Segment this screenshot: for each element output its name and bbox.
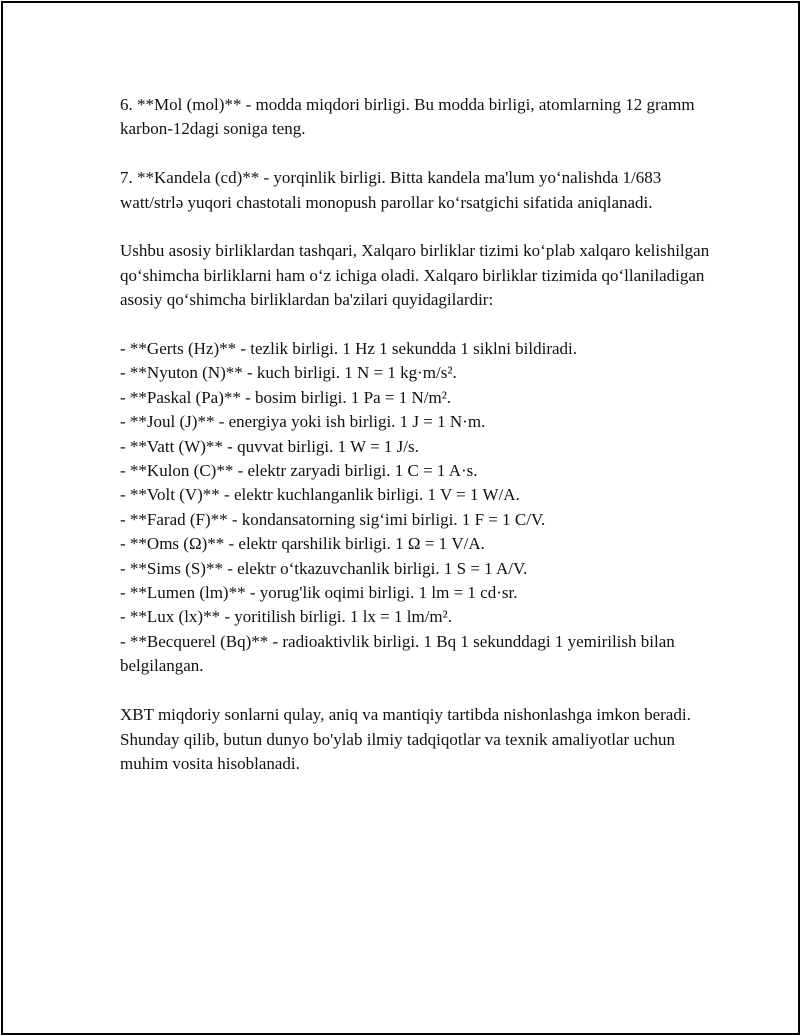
paragraph-kandela: 7. **Kandela (cd)** - yorqinlik birligi. Bitta kandela ma'lum yo‘nalishda 1/683 watt/strlə yuqori chastotali monopush parollar ko‘rsatgichi sifatida aniqlanadi. <box>120 168 662 212</box>
list-item: - **Sims (S)** - elektr o‘tkazuvchanlik birligi. 1 S = 1 A/V. <box>120 558 528 578</box>
list-item: - **Nyuton (N)** - kuch birligi. 1 N = 1 kg·m/s². <box>120 363 457 383</box>
list-item: - **Kulon (C)** - elektr zaryadi birligi. 1 C = 1 A·s. <box>120 461 478 481</box>
list-item: - **Lux (lx)** - yoritilish birligi. 1 lx = 1 lm/m². <box>120 607 452 627</box>
list-item: - **Volt (V)** - elektr kuchlanganlik birligi. 1 V = 1 W/A. <box>120 485 520 505</box>
list-item: - **Joul (J)** - energiya yoki ish birligi. 1 J = 1 N·m. <box>120 412 486 432</box>
list-item: - **Gerts (Hz)** - tezlik birligi. 1 Hz 1 sekundda 1 siklni bildiradi. <box>120 339 578 359</box>
paragraph-mol: 6. **Mol (mol)** - modda miqdori birligi. Bu modda birligi, atomlarning 12 gramm karbon-12dagi soniga teng. <box>120 95 695 139</box>
document-page <box>1 1 800 1035</box>
paragraph-intro-additional-units: Ushbu asosiy birliklardan tashqari, Xalqaro birliklar tizimi ko‘plab xalqaro kelishilgan qo‘shimcha birliklarni ham o‘z ichiga oladi. Xalqaro birliklar tizimida qo‘llaniladigan asosiy qo‘shimcha birliklardan ba'zilari quyidagilardir: <box>120 241 710 310</box>
units-list <box>120 337 720 679</box>
list-item: - **Oms (Ω)** - elektr qarshilik birligi. 1 Ω = 1 V/A. <box>120 534 485 554</box>
list-item: - **Paskal (Pa)** - bosim birligi. 1 Pa = 1 N/m². <box>120 387 452 407</box>
paragraph-closing: XBT miqdoriy sonlarni qulay, aniq va mantiqiy tartibda nishonlashga imkon beradi. Shunday qilib, butun dunyo bo'ylab ilmiy tadqiqotlar va texnik amaliyotlar uchun muhim vosita hisoblanadi. <box>120 705 691 773</box>
list-item: - **Becquerel (Bq)** - radioaktivlik birligi. 1 Bq 1 sekunddagi 1 yemirilish bilan belgilangan. <box>120 631 675 676</box>
list-item: - **Lumen (lm)** - yorug'lik oqimi birligi. 1 lm = 1 cd·sr. <box>120 583 518 603</box>
list-item: - **Farad (F)** - kondansatorning sig‘imi birligi. 1 F = 1 C/V. <box>120 509 546 529</box>
list-item: - **Vatt (W)** - quvvat birligi. 1 W = 1 J/s. <box>120 436 419 456</box>
document-body <box>120 93 720 801</box>
